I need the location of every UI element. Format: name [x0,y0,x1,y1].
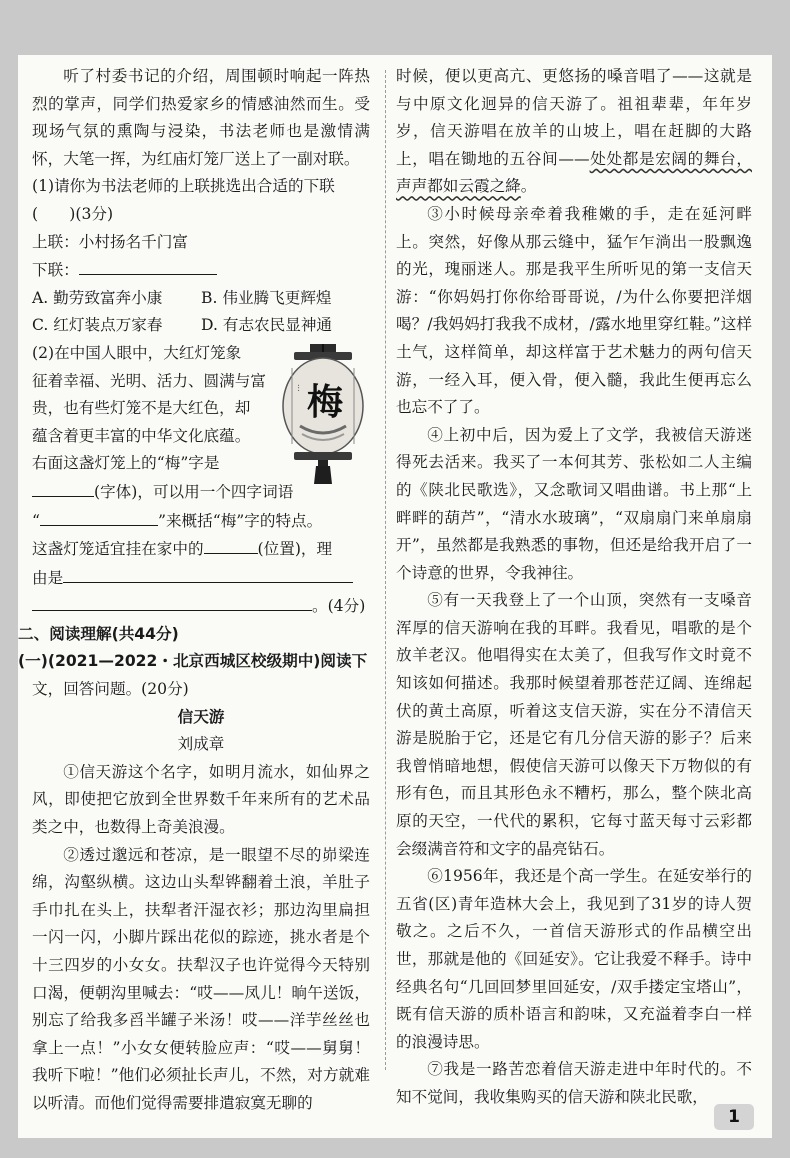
question-2-block [32,340,370,621]
q2-line-5: 右面这盏灯笼上的“梅”字是 [32,454,220,473]
reason-label: 由是 [32,568,64,587]
option-d[interactable]: D. 有志农民显神通 [201,316,333,335]
xialian-line [32,256,370,285]
q2-line-4: 蕴含着更丰富的中华文化底蕴。 [32,426,251,445]
position-blank[interactable] [204,535,258,554]
article-paragraph-6: ⑥1956年，我还是个高一学生。在延安举行的五省(区)青年造林大会上，我见到了31岁的诗人贺敬之。之后不久，一首信天游形式的作品横空出世，那就是他的《回延安》。它让我爱不释手。诗中经典名句“几回回梦里回延安，/双手搂定宝塔山”，既有信天游的质朴语言和韵味，又充溢着李白一样的浪漫诗思。 [396,867,752,1051]
q2-line-3: 贵，也有些灯笼不是大红色，却 [32,399,251,418]
paragraph-2-continued [396,63,752,201]
q2-line-7 [32,507,370,536]
q2-line-7-text: ”来概括“梅”字的特点。 [157,511,323,530]
intro-paragraph: 听了村委书记的介绍，周围顿时响起一阵热烈的掌声，同学们热爱家乡的情感油然而生。受现场气氛的熏陶与浸染，书法老师也是激情满怀，大笔一挥，为红庙灯笼厂送上了一副对联。 [32,67,370,168]
section-2-heading: 二、阅读理解(共44分) [18,624,179,643]
xialian-label: 下联： [32,261,79,280]
option-c[interactable]: C. 红灯装点万家春 [32,316,163,335]
q2-line-8-text: 这盏灯笼适宜挂在家中的 [32,540,204,559]
paragraph-2-continued-text: 时候，便以更高亢、更悠扬的嗓音唱了——这就是与中原文化迥异的信天游了。祖祖辈辈，年年岁岁，信天游唱在放羊的山坡上，唱在赶脚的大路上，唱在锄地的五谷间—— [396,67,752,168]
article-title: 信天游 [177,707,225,726]
q2-line-7-open: “ [32,511,40,530]
document-page [18,55,772,1138]
q2-line-9 [32,564,370,593]
article-paragraph-5: ⑤有一天我登上了一个山顶，突然有一支嗓音浑厚的信天游响在我的耳畔。我看见，唱歌的是个放羊老汉。他唱得实在太美了，但我写作文时竟不知该如何描述。我那时候望着那苍茫辽阔、连绵起伏的黄土高原，听着这支信天游，实在分不清信天游是脱胎于它，还是它有几分信天游的影子？后来我曾悄暗地想，假使信天游可以像天下万物似的有形有色，而且其形色永不糟朽，那么，整个陕北高原的天空，一代代的累积，它每寸蓝天每寸云彩都会缀满音符和文字的晶亮钻石。 [396,591,752,858]
options-row-1 [32,285,370,313]
paragraph-2-end: 。 [520,177,537,196]
wavy-underlined-sentence: 处处都是宏阔的舞台，声声都如云霞之絳 [396,149,752,196]
sub-section-1-line-2: 文，回答问题。(20分) [32,680,189,699]
article-author: 刘成章 [177,735,225,754]
q2-score: 。(4分) [312,597,366,616]
article-paragraph-3: ③小时候母亲牵着我稚嫩的手，走在延河畔上。突然，好像从那云缝中，猛乍乍淌出一股飘逸的光，瑰丽迷人。那是我平生所听见的第一支信天游：“你妈妈打你你给哥哥说，/为什么你要把洋烟喝？/我妈妈打我我不成材，/露水地里穿红鞋。”这样土气，这样简单，却这样富于艺术魅力的两句信天游，一经入耳，便入骨，便入髓，我此生便再忘么也忘不了了。 [396,204,752,417]
q2-line-6-text: (字体)，可以用一个四字词语 [94,482,294,501]
reason-blank-1[interactable] [63,564,353,583]
xialian-blank[interactable] [79,256,217,275]
article-paragraph-4: ④上初中后，因为爱上了文学，我被信天游迷得死去活来。我买了一本何其芳、张松如二人主编的《陕北民歌选》，又念歌词又唱曲谱。书上那“上畔畔的葫芦”，“清水水玻璃”，“双扇扇门来单扇扇开”，虽然都是我熟悉的事物，但还是给我开启了一个诗意的世界，令我神往。 [396,425,752,582]
sub-section-1-line-1: (一)(2021—2022・北京西城区校级期中)阅读下 [18,652,368,671]
option-a[interactable]: A. 勤劳致富奔小康 [32,288,163,307]
lantern-image [280,344,366,486]
question-1-answer-paren: ( )(3分) [32,204,114,223]
q2-line-10 [32,592,370,621]
article-paragraph-2: ②透过邈远和苍凉，是一眼望不尽的峁梁连绵，沟壑纵横。这边山头犁铧翻着土浪，羊肚子手巾扎在头上，扶犁者汗湿衣衫；那边沟里扁担一闪一闪，小脚片踩出花似的踪迹，挑水者是个十三四岁的小女女。扶犁汉子也许觉得今天特别口渴，便朝沟里喊去：“哎——凤儿！晌午送饭，别忘了给我多舀半罐子米汤！哎——洋芋丝丝也拿上一点！”小女女便转脸应声：“哎——舅舅！我听下啦！”他们必须扯长声儿，不然，对方就难以听清。而他们觉得需要排遣寂寞无聊的 [32,845,370,1112]
q2-line-8-end: (位置)，理 [257,540,333,559]
option-b[interactable]: B. 伟业腾飞更辉煌 [201,288,332,307]
options-row-2 [32,312,370,340]
q2-line-8 [32,535,370,564]
page-number: 1 [714,1104,754,1130]
column-divider [385,70,386,1070]
reason-blank-2[interactable] [32,592,312,611]
left-column [18,63,370,1118]
article-paragraph-1: ①信天游这个名字，如明月流水，如仙界之风，即使把它放到全世界数千年来所有的艺术品类之中，也数得上奇美浪漫。 [32,762,370,837]
idiom-blank[interactable] [40,507,158,526]
right-column [396,63,752,1112]
lantern-small-inscription: ··· [293,383,303,392]
article-paragraph-7: ⑦我是一路苦恋着信天游走进中年时代的。不知不觉间，我收集购买的信天游和陕北民歌， [396,1060,752,1106]
shanglian: 上联：小村扬名千门富 [32,232,188,251]
question-1: (1)请你为书法老师的上联挑选出合适的下联 [32,177,335,196]
font-style-blank[interactable] [32,478,94,497]
lantern-character: 梅 [306,380,344,423]
q2-line-1: (2)在中国人眼中，大红灯笼象 [32,343,242,362]
q2-line-2: 征着幸福、光明、活力、圆满与富 [32,371,266,390]
